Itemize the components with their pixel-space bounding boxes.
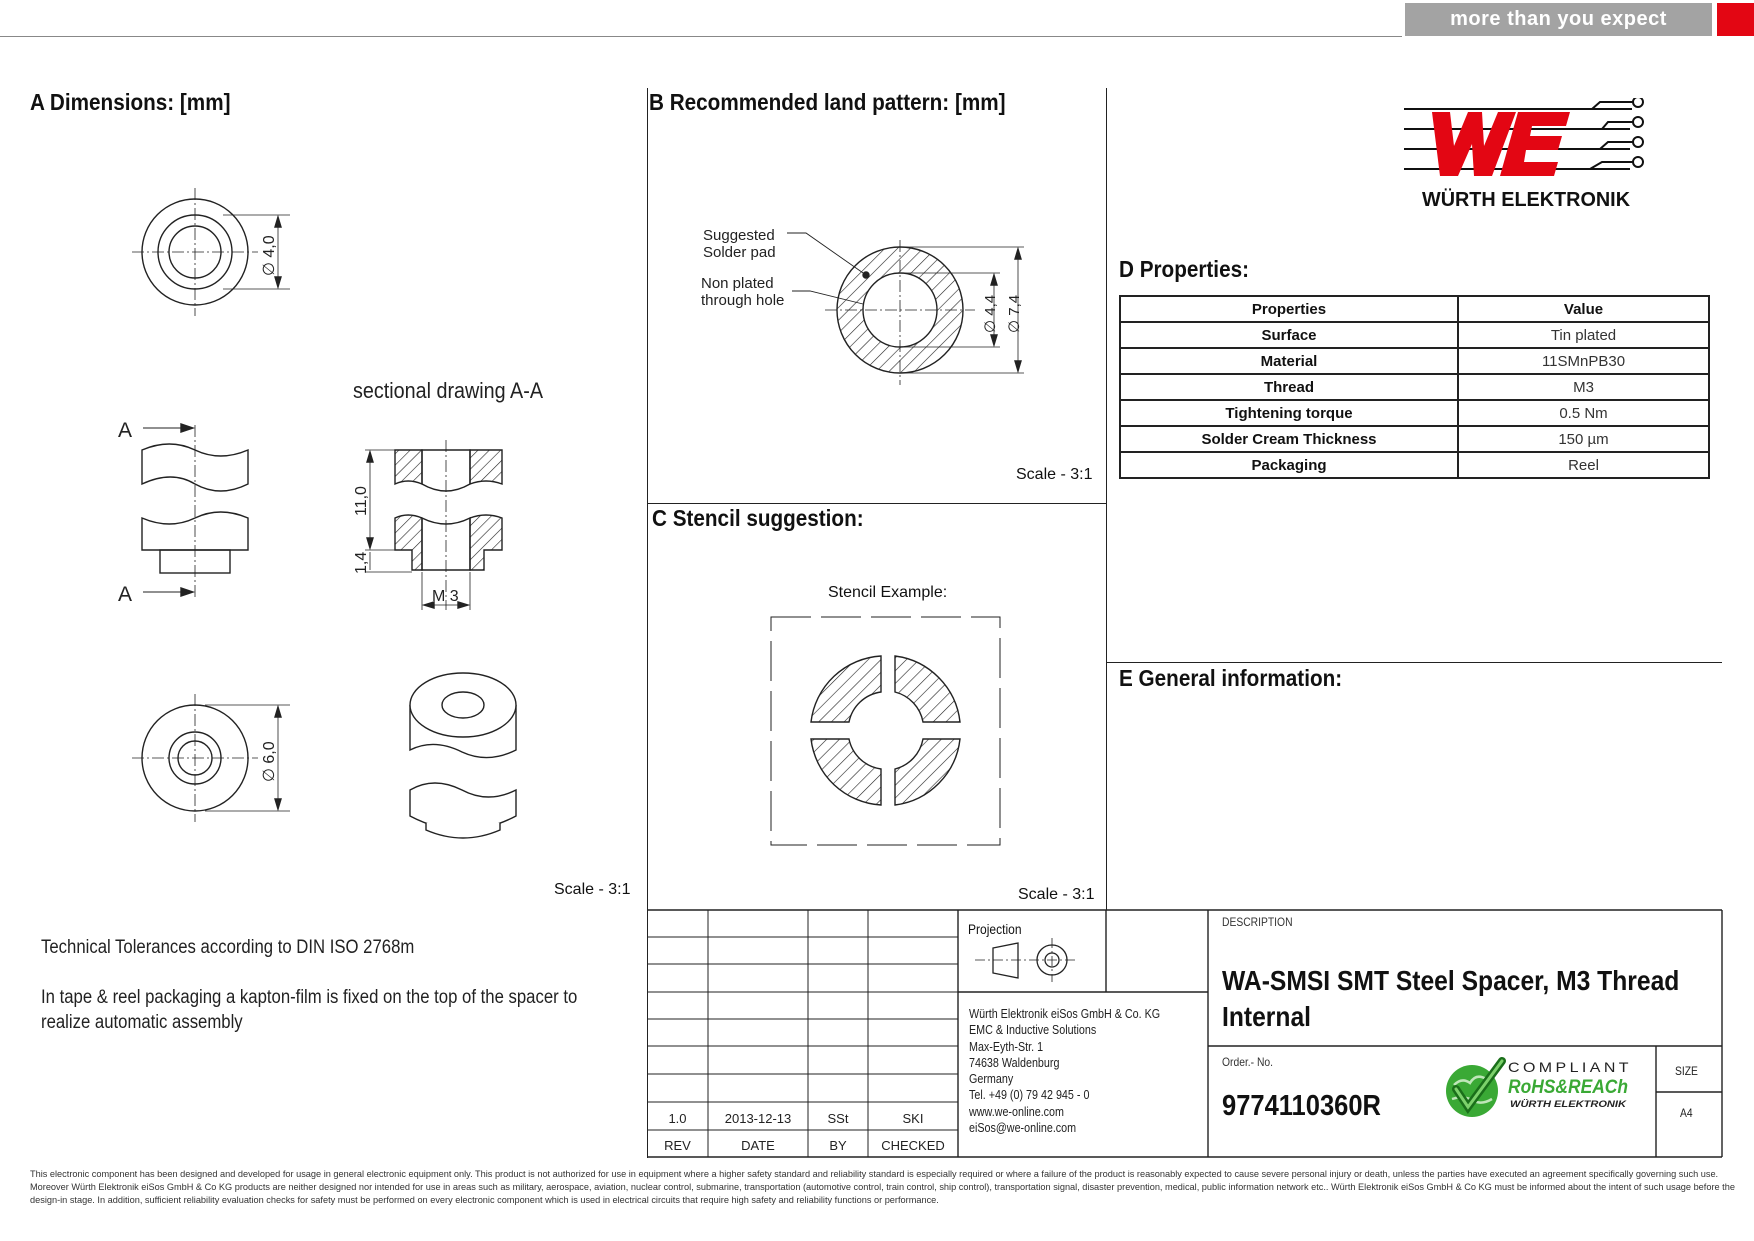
land-dia-inner: ∅ 4,4 — [982, 294, 999, 333]
dim-height: 11,0 — [353, 486, 370, 516]
compliance-brand: WÜRTH ELEKTRONIK — [1510, 1099, 1628, 1109]
description-line-1: WA-SMSI SMT Steel Spacer, M3 Thread — [1222, 965, 1680, 996]
company-address — [969, 1006, 1160, 1136]
property-name: Packaging — [1120, 452, 1458, 478]
cut-label-a-bottom: A — [118, 583, 133, 606]
divider-d-e — [1106, 662, 1722, 663]
company-street: Max-Eyth-Str. 1 — [969, 1039, 1044, 1054]
properties-header-row — [1120, 296, 1709, 322]
size-label: SIZE — [1675, 1064, 1698, 1078]
property-name: Tightening torque — [1120, 400, 1458, 426]
dimensions-drawing — [0, 140, 646, 900]
compliance-rohs-reach: RoHS&REACh — [1508, 1077, 1628, 1098]
company-country: Germany — [969, 1072, 1014, 1087]
projection-symbol — [975, 938, 1075, 982]
property-name: Material — [1120, 348, 1458, 374]
section-view — [365, 440, 502, 610]
property-value: 150 µm — [1458, 426, 1709, 452]
checked-header: CHECKED — [881, 1138, 945, 1153]
property-name: Surface — [1120, 322, 1458, 348]
date-header: DATE — [741, 1138, 775, 1153]
rev-value: 1.0 — [668, 1111, 687, 1126]
table-row — [1120, 322, 1709, 348]
table-row — [1120, 374, 1709, 400]
by-value: SSt — [827, 1111, 849, 1126]
property-value: 0.5 Nm — [1458, 400, 1709, 426]
description-title — [1222, 963, 1715, 1035]
company-division: EMC & Inductive Solutions — [969, 1023, 1097, 1038]
land-pattern-drawing — [648, 215, 1104, 395]
dim-thread: M 3 — [432, 588, 459, 605]
date-value: 2013-12-13 — [724, 1111, 792, 1126]
property-value: M3 — [1458, 374, 1709, 400]
tolerance-note: Technical Tolerances according to DIN ISO 2768m — [41, 937, 415, 958]
property-value: Reel — [1458, 452, 1709, 478]
order-label: Order.- No. — [1222, 1055, 1274, 1069]
table-row — [1120, 452, 1709, 478]
land-label-pad-1: Suggested — [703, 227, 775, 244]
scale-a: Scale - 3:1 — [554, 881, 631, 898]
land-label-pad-2: Solder pad — [703, 244, 776, 261]
description-line-2: Internal — [1222, 1001, 1312, 1032]
by-header: BY — [829, 1138, 847, 1153]
dim-dia-top: ∅ 4,0 — [261, 235, 278, 276]
projection-label: Projection — [968, 921, 1022, 937]
disclaimer-text: This electronic component has been designed and developed for usage in general electronic equipment only. This product is not authorized for use in equipment where a higher safety standard and reliability standard is especially required or where a failure of the product is reasonably expected to cause severe personal injury or death, unless the parties have executed an agreement specifically governing such use. Moreover Würth Elektronik eiSos GmbH & Co KG products are neither designed nor intended for use in areas such as military, aerospace, aviation, nuclear control, submarine, transportation (automotive control, train control, ship control), transportation signal, disaster prevention, medical, public information network etc.. Würth Elektronik eiSos GmbH & Co KG must be informed about the intent of such usage before the design-in stage. In addition, sufficient reliability evaluation checks for safety must be performed on every electronic component which is used in electrical circuits that require high safety and reliability functions or performance. — [30, 1169, 1735, 1205]
table-row — [1120, 348, 1709, 374]
company-phone: Tel. +49 (0) 79 42 945 - 0 — [969, 1088, 1090, 1103]
rev-header: REV — [664, 1138, 691, 1153]
dim-flange: 1,4 — [353, 551, 370, 574]
properties-header-name: Properties — [1120, 296, 1458, 322]
properties-header-value: Value — [1458, 296, 1709, 322]
land-label-hole-1: Non plated — [701, 275, 774, 292]
compliance-compliant: COMPLIANT — [1508, 1059, 1632, 1075]
section-d-title: D Properties: — [1119, 256, 1249, 282]
size-value: A4 — [1680, 1106, 1693, 1120]
property-value: 11SMnPB30 — [1458, 348, 1709, 374]
rohs-reach-compliance-logo — [1440, 1055, 1640, 1125]
packaging-note: In tape & reel packaging a kapton-film is fixed on the top of the spacer to realize automatic assembly — [41, 987, 578, 1033]
slogan-banner: more than you expect — [1405, 3, 1712, 36]
checked-value: SKI — [902, 1111, 924, 1126]
header-rule — [0, 36, 1402, 37]
section-e-title: E General information: — [1119, 665, 1343, 691]
company-email[interactable]: eiSos@we-online.com — [969, 1121, 1077, 1136]
section-a-title: A Dimensions: [mm] — [30, 89, 231, 115]
company-name: Würth Elektronik eiSos GmbH & Co. KG — [969, 1007, 1161, 1021]
dim-dia-bottom: ∅ 6,0 — [261, 741, 278, 782]
company-city: 74638 Waldenburg — [969, 1055, 1060, 1070]
description-label: DESCRIPTION — [1222, 915, 1293, 929]
properties-table — [1119, 295, 1710, 479]
brand-name: WÜRTH ELEKTRONIK — [1422, 189, 1632, 210]
brand-red-block — [1717, 3, 1754, 36]
company-website[interactable]: www.we-online.com — [969, 1104, 1065, 1119]
property-name: Solder Cream Thickness — [1120, 426, 1458, 452]
land-label-hole-2: through hole — [701, 292, 785, 309]
front-view — [142, 424, 248, 600]
divider-b-c — [647, 503, 1106, 504]
cut-label-a-top: A — [118, 419, 133, 442]
stencil-example-label: Stencil Example: — [828, 584, 948, 601]
land-dia-outer: ∅ 7,4 — [1006, 294, 1023, 333]
scale-c: Scale - 3:1 — [1018, 886, 1095, 903]
divider-b-d — [1106, 88, 1107, 910]
wurth-logo — [1402, 98, 1652, 210]
order-number: 9774110360R — [1222, 1090, 1381, 1122]
sectional-label: sectional drawing A-A — [353, 378, 544, 403]
section-c-title: C Stencil suggestion: — [652, 505, 864, 531]
table-row — [1120, 400, 1709, 426]
property-name: Thread — [1120, 374, 1458, 400]
scale-b: Scale - 3:1 — [1016, 466, 1093, 483]
table-row — [1120, 426, 1709, 452]
stencil-drawing — [760, 612, 1010, 852]
isometric-view — [410, 673, 516, 838]
property-value: Tin plated — [1458, 322, 1709, 348]
section-b-title: B Recommended land pattern: [mm] — [649, 89, 1006, 115]
